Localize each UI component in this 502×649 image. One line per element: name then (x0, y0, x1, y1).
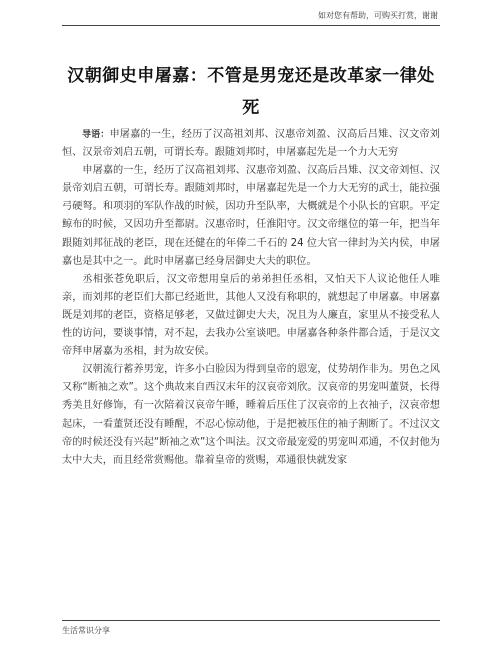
article-title-line2: 死 (242, 98, 260, 118)
header-divider (62, 25, 440, 26)
article-title (62, 60, 440, 124)
paragraph-1: 申屠嘉的一生，经历了汉高祖刘邦、汉惠帝刘盈、汉高后吕雉、汉文帝刘恒、汉景帝刘启五朝，可谓长寿。跟随刘邦时，申屠嘉起先是一个力大无穷的武士，能拉强弓硬弩。和项羽的军队作战的时候，因功升至队率，大概就是个小队长的官职。平定鲸布的时候，又因功升至都尉。汉惠帝时，任淮阳守。汉文帝继位的第一年，把当年跟随刘邦征战的老臣，现在还健在的年俸二千石的 24 位大官一律封为关内侯，申屠嘉也是其中之一。此时申屠嘉已经身居御史大夫的职位。 (62, 165, 440, 267)
header-note: 如对您有帮助，可购买打赏，谢谢 (318, 11, 438, 20)
summary-lead: 导语： (82, 130, 110, 140)
paragraph-2: 丞相张苍免职后，汉文帝想用皇后的弟弟担任丞相，又怕天下人议论他任人唯亲，而刘邦的老臣们大都已经逝世，其他人又没有称职的，就想起了申屠嘉。申屠嘉既是刘邦的老臣，资格足够老，又做过御史大夫，况且为人廉直，家里从不接受私人性的访问，要谈事情，对不起，去我办公室谈吧。申屠嘉各种条件都合适，于是汉文帝拜申屠嘉为丞相，封为故安侯。 (62, 273, 440, 358)
article-body (62, 126, 440, 470)
article-summary (62, 126, 440, 162)
paragraph-3: 汉朝流行蓄养男宠，许多小白脸因为得到皇帝的恩宠，仗势胡作非为。男色之风又称“断袖之欢”。这个典故来自西汉末年的汉哀帝刘欣。汉哀帝的男宠叫董贤，长得秀美且好修饰，有一次陪着汉哀帝午睡，睡着后压住了汉哀帝的上衣袖子，汉哀帝想起床，一看董贤还没有睡醒，不忍心惊动他，于是把被压住的袖子割断了。不过汉文帝的时候还没有兴起“断袖之欢”这个叫法。汉文帝最宠爱的男宠叫邓通，不仅封他为太中大夫，而且经常赏赐他。靠着皇帝的赏赐，邓通很快就发家 (62, 364, 440, 466)
article-title-line1: 汉朝御史申屠嘉：不管是男宠还是改革家一律处 (67, 66, 435, 86)
footer-text: 生活常识分享 (62, 626, 110, 635)
summary-text: 申屠嘉的一生，经历了汉高祖刘邦、汉惠帝刘盈、汉高后吕雉、汉文帝刘恒、汉景帝刘启五朝，可谓长寿。跟随刘邦时，申屠嘉起先是一个力大无穷 (62, 129, 440, 159)
footer-divider (62, 620, 440, 621)
